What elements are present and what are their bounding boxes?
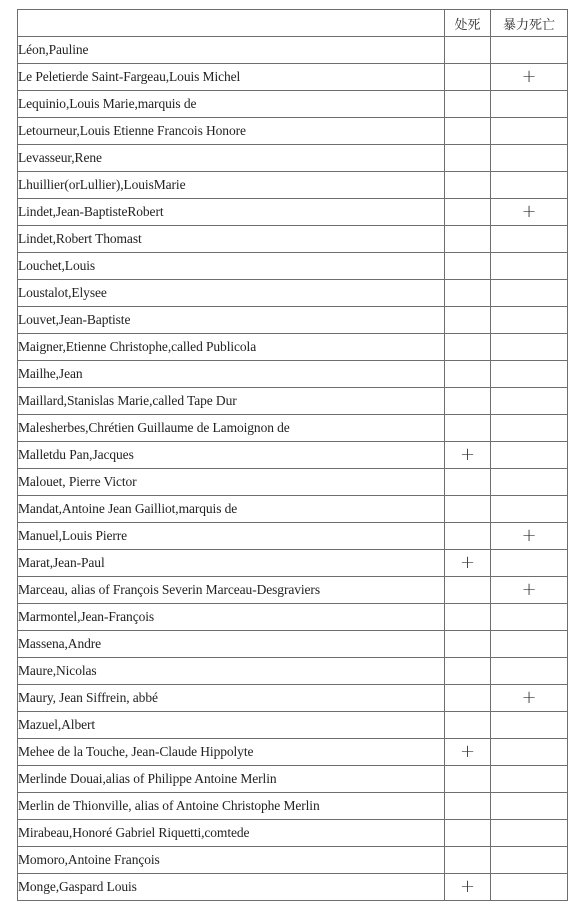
table-row	[18, 91, 568, 118]
violent-death-cell: +	[491, 64, 568, 91]
table-row	[18, 523, 568, 550]
document-page	[17, 9, 567, 901]
violent-death-cell	[491, 874, 568, 901]
executed-cell	[445, 415, 491, 442]
violent-death-cell	[491, 496, 568, 523]
person-name: Mirabeau,Honoré Gabriel Riquetti,comtede	[18, 820, 445, 847]
violent-death-cell	[491, 469, 568, 496]
executed-cell	[445, 280, 491, 307]
person-name: Merlinde Douai,alias of Philippe Antoine Merlin	[18, 766, 445, 793]
executed-cell	[445, 64, 491, 91]
table-row	[18, 361, 568, 388]
executed-cell	[445, 820, 491, 847]
executed-cell	[445, 226, 491, 253]
violent-death-cell	[491, 118, 568, 145]
person-name: Maure,Nicolas	[18, 658, 445, 685]
person-name: Malletdu Pan,Jacques	[18, 442, 445, 469]
person-name: Marat,Jean-Paul	[18, 550, 445, 577]
person-name: Louchet,Louis	[18, 253, 445, 280]
executed-cell	[445, 172, 491, 199]
violent-death-cell	[491, 172, 568, 199]
violent-death-cell	[491, 712, 568, 739]
violent-death-cell	[491, 253, 568, 280]
table-row	[18, 577, 568, 604]
person-name: Malouet, Pierre Victor	[18, 469, 445, 496]
executed-cell	[445, 685, 491, 712]
person-name: Lhuillier(orLullier),LouisMarie	[18, 172, 445, 199]
violent-death-cell	[491, 280, 568, 307]
table-row	[18, 793, 568, 820]
person-name: Mazuel,Albert	[18, 712, 445, 739]
executed-cell	[445, 145, 491, 172]
executed-cell	[445, 658, 491, 685]
executed-cell	[445, 577, 491, 604]
executed-cell	[445, 388, 491, 415]
person-name: Mehee de la Touche, Jean-Claude Hippolyte	[18, 739, 445, 766]
table-row	[18, 334, 568, 361]
header-violent-death: 暴力死亡	[491, 10, 568, 37]
violent-death-cell: +	[491, 523, 568, 550]
roster-table	[17, 9, 568, 901]
executed-cell	[445, 847, 491, 874]
table-row	[18, 253, 568, 280]
person-name: Mandat,Antoine Jean Gailliot,marquis de	[18, 496, 445, 523]
violent-death-cell: +	[491, 577, 568, 604]
executed-cell: +	[445, 550, 491, 577]
violent-death-cell	[491, 91, 568, 118]
violent-death-cell	[491, 442, 568, 469]
person-name: Maigner,Etienne Christophe,called Publicola	[18, 334, 445, 361]
person-name: Léon,Pauline	[18, 37, 445, 64]
executed-cell: +	[445, 739, 491, 766]
executed-cell	[445, 91, 491, 118]
table-row	[18, 550, 568, 577]
executed-cell: +	[445, 874, 491, 901]
executed-cell	[445, 361, 491, 388]
table-row	[18, 388, 568, 415]
person-name: Monge,Gaspard Louis	[18, 874, 445, 901]
violent-death-cell	[491, 415, 568, 442]
table-row	[18, 766, 568, 793]
table-row	[18, 631, 568, 658]
violent-death-cell: +	[491, 685, 568, 712]
table-row	[18, 739, 568, 766]
person-name: Levasseur,Rene	[18, 145, 445, 172]
table-row	[18, 37, 568, 64]
table-row	[18, 658, 568, 685]
table-row	[18, 469, 568, 496]
executed-cell	[445, 253, 491, 280]
person-name: Manuel,Louis Pierre	[18, 523, 445, 550]
executed-cell	[445, 496, 491, 523]
header-row	[18, 10, 568, 37]
person-name: Marceau, alias of François Severin Marceau-Desgraviers	[18, 577, 445, 604]
violent-death-cell	[491, 658, 568, 685]
table-row	[18, 712, 568, 739]
table-row	[18, 64, 568, 91]
person-name: Letourneur,Louis Etienne Francois Honore	[18, 118, 445, 145]
executed-cell	[445, 523, 491, 550]
violent-death-cell	[491, 37, 568, 64]
person-name: Le Peletierde Saint-Fargeau,Louis Michel	[18, 64, 445, 91]
table-row	[18, 874, 568, 901]
violent-death-cell	[491, 145, 568, 172]
executed-cell	[445, 334, 491, 361]
violent-death-cell	[491, 739, 568, 766]
person-name: Marmontel,Jean-François	[18, 604, 445, 631]
violent-death-cell	[491, 307, 568, 334]
table-row	[18, 847, 568, 874]
executed-cell: +	[445, 442, 491, 469]
executed-cell	[445, 631, 491, 658]
table-row	[18, 145, 568, 172]
executed-cell	[445, 199, 491, 226]
executed-cell	[445, 307, 491, 334]
table-row	[18, 442, 568, 469]
table-row	[18, 226, 568, 253]
executed-cell	[445, 469, 491, 496]
person-name: Malesherbes,Chrétien Guillaume de Lamoignon de	[18, 415, 445, 442]
violent-death-cell	[491, 334, 568, 361]
person-name: Lindet,Jean-BaptisteRobert	[18, 199, 445, 226]
person-name: Maillard,Stanislas Marie,called Tape Dur	[18, 388, 445, 415]
executed-cell	[445, 604, 491, 631]
person-name: Lindet,Robert Thomast	[18, 226, 445, 253]
person-name: Merlin de Thionville, alias of Antoine Christophe Merlin	[18, 793, 445, 820]
table-row	[18, 199, 568, 226]
roster-body	[18, 37, 568, 901]
executed-cell	[445, 37, 491, 64]
table-row	[18, 280, 568, 307]
table-row	[18, 685, 568, 712]
violent-death-cell	[491, 766, 568, 793]
person-name: Louvet,Jean-Baptiste	[18, 307, 445, 334]
table-row	[18, 307, 568, 334]
violent-death-cell	[491, 388, 568, 415]
violent-death-cell	[491, 847, 568, 874]
person-name: Mailhe,Jean	[18, 361, 445, 388]
violent-death-cell: +	[491, 199, 568, 226]
header-name	[18, 10, 445, 37]
violent-death-cell	[491, 361, 568, 388]
executed-cell	[445, 118, 491, 145]
table-row	[18, 604, 568, 631]
person-name: Maury, Jean Siffrein, abbé	[18, 685, 445, 712]
header-executed: 处死	[445, 10, 491, 37]
person-name: Momoro,Antoine François	[18, 847, 445, 874]
violent-death-cell	[491, 793, 568, 820]
violent-death-cell	[491, 226, 568, 253]
table-row	[18, 496, 568, 523]
violent-death-cell	[491, 604, 568, 631]
table-row	[18, 820, 568, 847]
executed-cell	[445, 766, 491, 793]
executed-cell	[445, 793, 491, 820]
person-name: Lequinio,Louis Marie,marquis de	[18, 91, 445, 118]
person-name: Loustalot,Elysee	[18, 280, 445, 307]
executed-cell	[445, 712, 491, 739]
violent-death-cell	[491, 820, 568, 847]
violent-death-cell	[491, 550, 568, 577]
table-row	[18, 415, 568, 442]
person-name: Massena,Andre	[18, 631, 445, 658]
table-row	[18, 118, 568, 145]
violent-death-cell	[491, 631, 568, 658]
table-row	[18, 172, 568, 199]
